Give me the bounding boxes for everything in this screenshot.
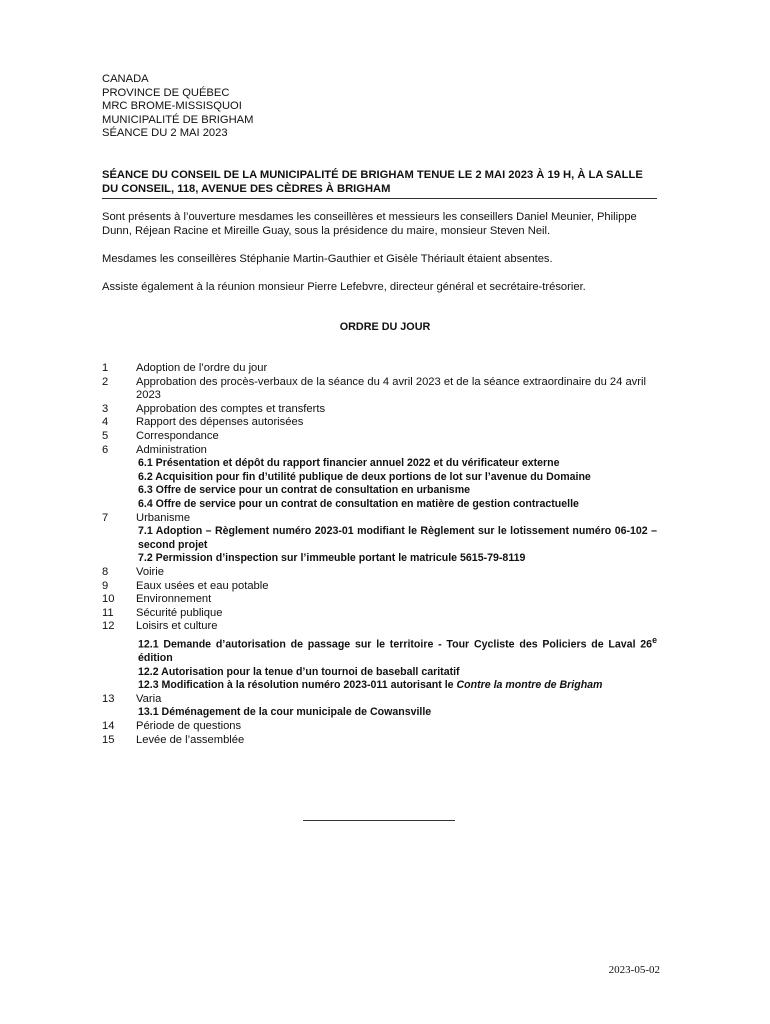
agenda-subitem [138,634,657,666]
agenda-subitem: 7.2 Permission d’inspection sur l’immeuble portant le matricule 5615-79-8119 [138,552,526,565]
agenda-text: Urbanisme [136,511,191,524]
agenda-item [102,430,657,444]
agenda-item [102,444,657,458]
header-province: PROVINCE DE QUÉBEC [102,86,230,99]
agenda-item [102,580,657,594]
agenda-text: Période de questions [136,719,242,732]
subitem-text: 12.3 Modification à la résolution numéro 2023-011 autorisant le [138,679,457,692]
header-mrc: MRC BROME-MISSISQUOI [102,100,242,113]
agenda-item [102,416,657,430]
agenda-number: 9 [102,579,109,592]
agenda-subitem: 6.2 Acquisition pour fin d’utilité publique de deux portions de lot sur l’avenue du Domaine [138,470,591,483]
agenda-number: 6 [102,443,109,456]
header-session: SÉANCE DU 2 MAI 2023 [102,127,228,140]
header-municipality: MUNICIPALITÉ DE BRIGHAM [102,113,254,126]
subitem-italic-text: Contre la montre de Brigham [456,679,603,692]
agenda-number: 4 [102,416,109,429]
agenda-text: Administration [136,443,207,456]
agenda-subitem: 6.4 Offre de service pour un contrat de consultation en matière de gestion contractuelle [138,497,579,510]
agenda-number: 12 [102,620,115,633]
agenda-item [102,593,657,607]
agenda-item [102,376,657,403]
subitem-text: 12.1 Demande d’autorisation de passage sur le territoire - Tour Cycliste des Policiers de Laval 26 [138,638,653,651]
paragraph-absent: Mesdames les conseillères Stéphanie Martin-Gauthier et Gisèle Thériault étaient absentes. [102,253,553,265]
agenda-item [102,734,657,748]
agenda-item [102,512,657,526]
header-country: CANADA [102,73,149,85]
agenda-list [102,362,657,747]
agenda-number: 7 [102,511,109,524]
agenda-number: 5 [102,429,109,442]
agenda-text: Loisirs et culture [136,620,218,633]
agenda-number: 10 [102,593,115,606]
header-block [102,73,253,141]
agenda-text: Approbation des procès-verbaux de la séance du 4 avril 2023 et de la séance extraordinaire du 24 avril 2023 [136,375,646,402]
agenda-text: Adoption de l’ordre du jour [136,362,268,374]
agenda-text: Levée de l’assemblée [136,733,245,746]
agenda-item [102,607,657,621]
agenda-text: Sécurité publique [136,606,223,619]
signature-line [303,814,455,821]
agenda-item [102,620,657,634]
agenda-text: Approbation des comptes et transferts [136,402,326,415]
agenda-number: 8 [102,565,109,578]
agenda-subitem: 12.2 Autorisation pour la tenue d’un tournoi de baseball caritatif [138,665,460,678]
agenda-item [102,566,657,580]
agenda-text: Voirie [136,565,164,578]
superscript: e [652,634,657,645]
agenda-number: 13 [102,692,115,705]
agenda-number: 11 [102,606,114,619]
agenda-text: Correspondance [136,429,219,442]
agenda-item [102,403,657,417]
agenda-number: 14 [102,719,115,732]
agenda-item [102,693,657,707]
agenda-subitem: 6.3 Offre de service pour un contrat de consultation en urbanisme [138,484,471,497]
agenda-text: Varia [136,692,162,705]
agenda-subitem: 6.1 Présentation et dépôt du rapport financier annuel 2022 et du vérificateur externe [138,457,560,470]
agenda-text: Rapport des dépenses autorisées [136,416,304,429]
agenda-subitem: 7.1 Adoption – Règlement numéro 2023-01 modifiant le Règlement sur le lotissement numéro 06-102 – second projet [138,525,657,551]
agenda-number: 2 [102,375,109,388]
agenda-subitem: 13.1 Déménagement de la cour municipale de Cowansville [138,706,432,719]
agenda-item [102,720,657,734]
footer-date: 2023-05-02 [608,964,660,976]
paragraph-assiste: Assiste également à la réunion monsieur Pierre Lefebvre, directeur général et secrétaire-trésorier. [102,281,586,293]
agenda-number: 3 [102,402,109,415]
agenda-item [102,362,657,376]
agenda-text: Environnement [136,593,212,606]
paragraph-present: Sont présents à l’ouverture mesdames les conseillères et messieurs les conseillers Daniel Meunier, Philippe Dunn, Réjean Racine et Mireille Guay, sous la présidence du maire, monsieur Steven Neil. [102,211,637,237]
subitem-text: édition [138,652,173,664]
agenda-subitem [138,679,657,693]
agenda-text: Eaux usées et eau potable [136,579,269,592]
agenda-number: 15 [102,733,115,746]
document-title: SÉANCE DU CONSEIL DE LA MUNICIPALITÉ DE BRIGHAM TENUE LE 2 MAI 2023 À 19 H, À LA SALLE DU CONSEIL, 118, AVENUE DES CÈDRES À BRIGHAM [102,168,657,199]
agenda-number: 1 [102,362,109,374]
agenda-title: ORDRE DU JOUR [339,321,431,333]
